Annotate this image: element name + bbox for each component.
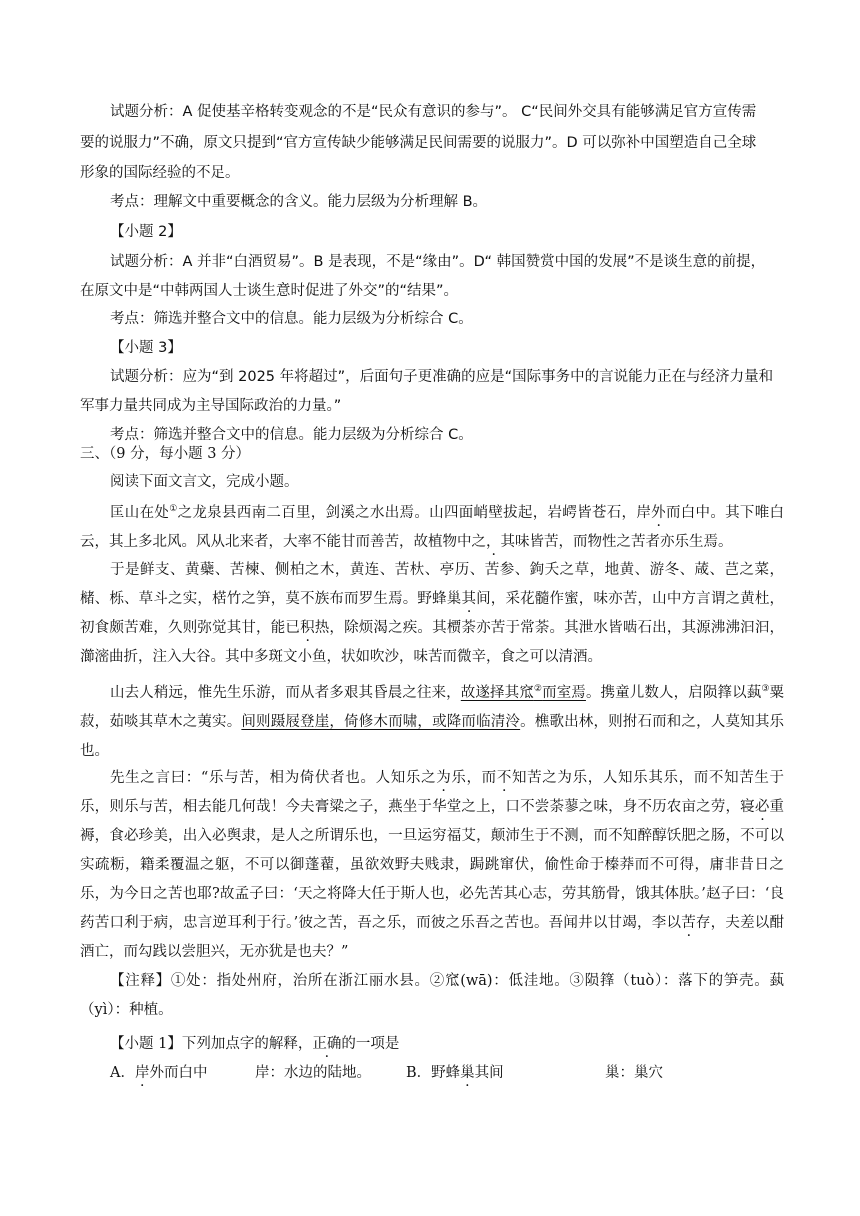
- option-a-explanation: 岸：水边的陆地。: [255, 1065, 371, 1081]
- analysis-line-3: 形象的国际经验的不足。: [80, 165, 240, 181]
- analysis-line-6: 在原文中是“中韩两国人士谈生意时促进了外交”的“结果”。: [80, 283, 459, 299]
- passage-paragraph-3: 山去人稍远，惟先生乐游，而从者多艰其昏晨之往来，故遂择其窊②而室焉。携童儿数人，启陨箨以蓺③粟菽，茹啖其草木之荑实。间则蹑屐登崖，倚修木而啸，或降而临清泠。樵歌出林，则拊石而和之，人莫知其乐也。: [80, 684, 785, 759]
- analysis-line-1: 试题分析：A 促使基辛格转变观念的不是“民众有意识的参与”。 C“民间外交具有能够满足官方宣传需: [110, 104, 757, 120]
- section-3-heading: 三、（9 分，每小题 3 分）: [80, 446, 251, 462]
- passage-paragraph-1: 匡山在处①之龙泉县西南二百里，剑溪之水出焉。山四面峭壁拔起，岩崿皆苍石，岸外而白中。其下唯白云，其上多北风。风从北来者，大率不能甘而善苦，故植物中之，其味皆苦，而物性之苦者亦乐生焉。: [80, 504, 785, 550]
- point-line-2: 考点：筛选并整合文中的信息。能力层级为分析综合 C。: [110, 311, 473, 327]
- option-a: A．岸外而白中: [110, 1065, 208, 1081]
- subquestion-2-heading: 【小题 2】: [110, 224, 182, 240]
- analysis-line-5: 试题分析：A 并非“白酒贸易”。B 是表现，不是“缘由”。D“ 韩国赞赏中国的发展”不是谈生意的前提，: [110, 254, 766, 270]
- section-3-instruction: 阅读下面文言文，完成小题。: [110, 474, 299, 490]
- analysis-line-9: 军事力量共同成为主导国际政治的力量。”: [80, 398, 342, 414]
- passage-paragraph-2: 于是鲜支、黄蘗、苦楝、侧柏之木，黄连、苦杕、亭历、苦参、鉤夭之草，地黄、游冬、葴、芑之菜，槠、栎、草斗之实，楛竹之笋，莫不族布而罗生焉。野蜂巢其间，采花髓作蜜，味亦苦，山中方言谓之黄杜，初食颇苦难，久则弥觉其甘，能已积热，除烦渴之疾。其槚荼亦苦于常荼。其泄水皆啮石出，其源沸沸汩汩，瀄滵曲折，注入大谷。其中多斑文小鱼，状如吹沙，味苦而微辛，食之可以清酒。: [80, 562, 785, 665]
- analysis-line-8: 试题分析：应为“到 2025 年将超过”，后面句子更准确的应是“国际事务中的言说能力正在与经济力量和: [110, 369, 774, 385]
- subquestion-1-prompt: 【小题 1】下列加点字的解释，正确的一项是: [110, 1036, 400, 1052]
- point-line-3: 考点：筛选并整合文中的信息。能力层级为分析综合 C。: [110, 427, 473, 443]
- point-line-1: 考点：理解文中重要概念的含义。能力层级为分析理解 B。: [110, 194, 488, 210]
- option-b-explanation: 巢：巢穴: [605, 1065, 663, 1081]
- analysis-line-2: 要的说服力”不确，原文只提到“官方宣传缺少能够满足民间需要的说服力”。D 可以弥补中国塑造自己全球: [80, 135, 757, 151]
- passage-paragraph-4: 先生之言曰：“乐与苦，相为倚伏者也。人知乐之为乐，而不知苦之为乐，人知乐其乐，而不知苦生于乐，则乐与苦，相去能几何哉！今夫膏粱之子，燕坐于华堂之上，口不尝荼蓼之味，身不历农亩之劳，寝必重褥，食必珍美，出入必舆隶，是人之所谓乐也，一旦运穷福艾，颠沛生于不测，而不知醉醇饫肥之肠，不可以实疏粝，籍柔覆温之躯，不可以御蓬藋，虽欲效野夫贱隶，跼跳窜伏，偷性命于榛莽而不可得，庸非昔日之乐，为今日之苦也耶?故孟子曰：‘天之将降大任于斯人也，必先苦其心志，劳其筋骨，饿其体肤。’赵子曰：‘良药苦口利于病，忠言逆耳利于行。’彼之苦，吾之乐，而彼之乐吾之苦也。吾闻井以甘竭，李以苦存，夫差以酣酒亡，而勾践以尝胆兴，无亦犹是也夫？”: [80, 770, 785, 960]
- annotation-note: 【注释】①处：指处州府，治所在浙江丽水县。②窊(wā)：低洼地。③陨箨（tuò）：落下的笋壳。蓺（yì）：种植。: [80, 973, 784, 1018]
- option-b: B．野蜂巢其间: [406, 1065, 504, 1081]
- subquestion-3-heading: 【小题 3】: [110, 340, 182, 356]
